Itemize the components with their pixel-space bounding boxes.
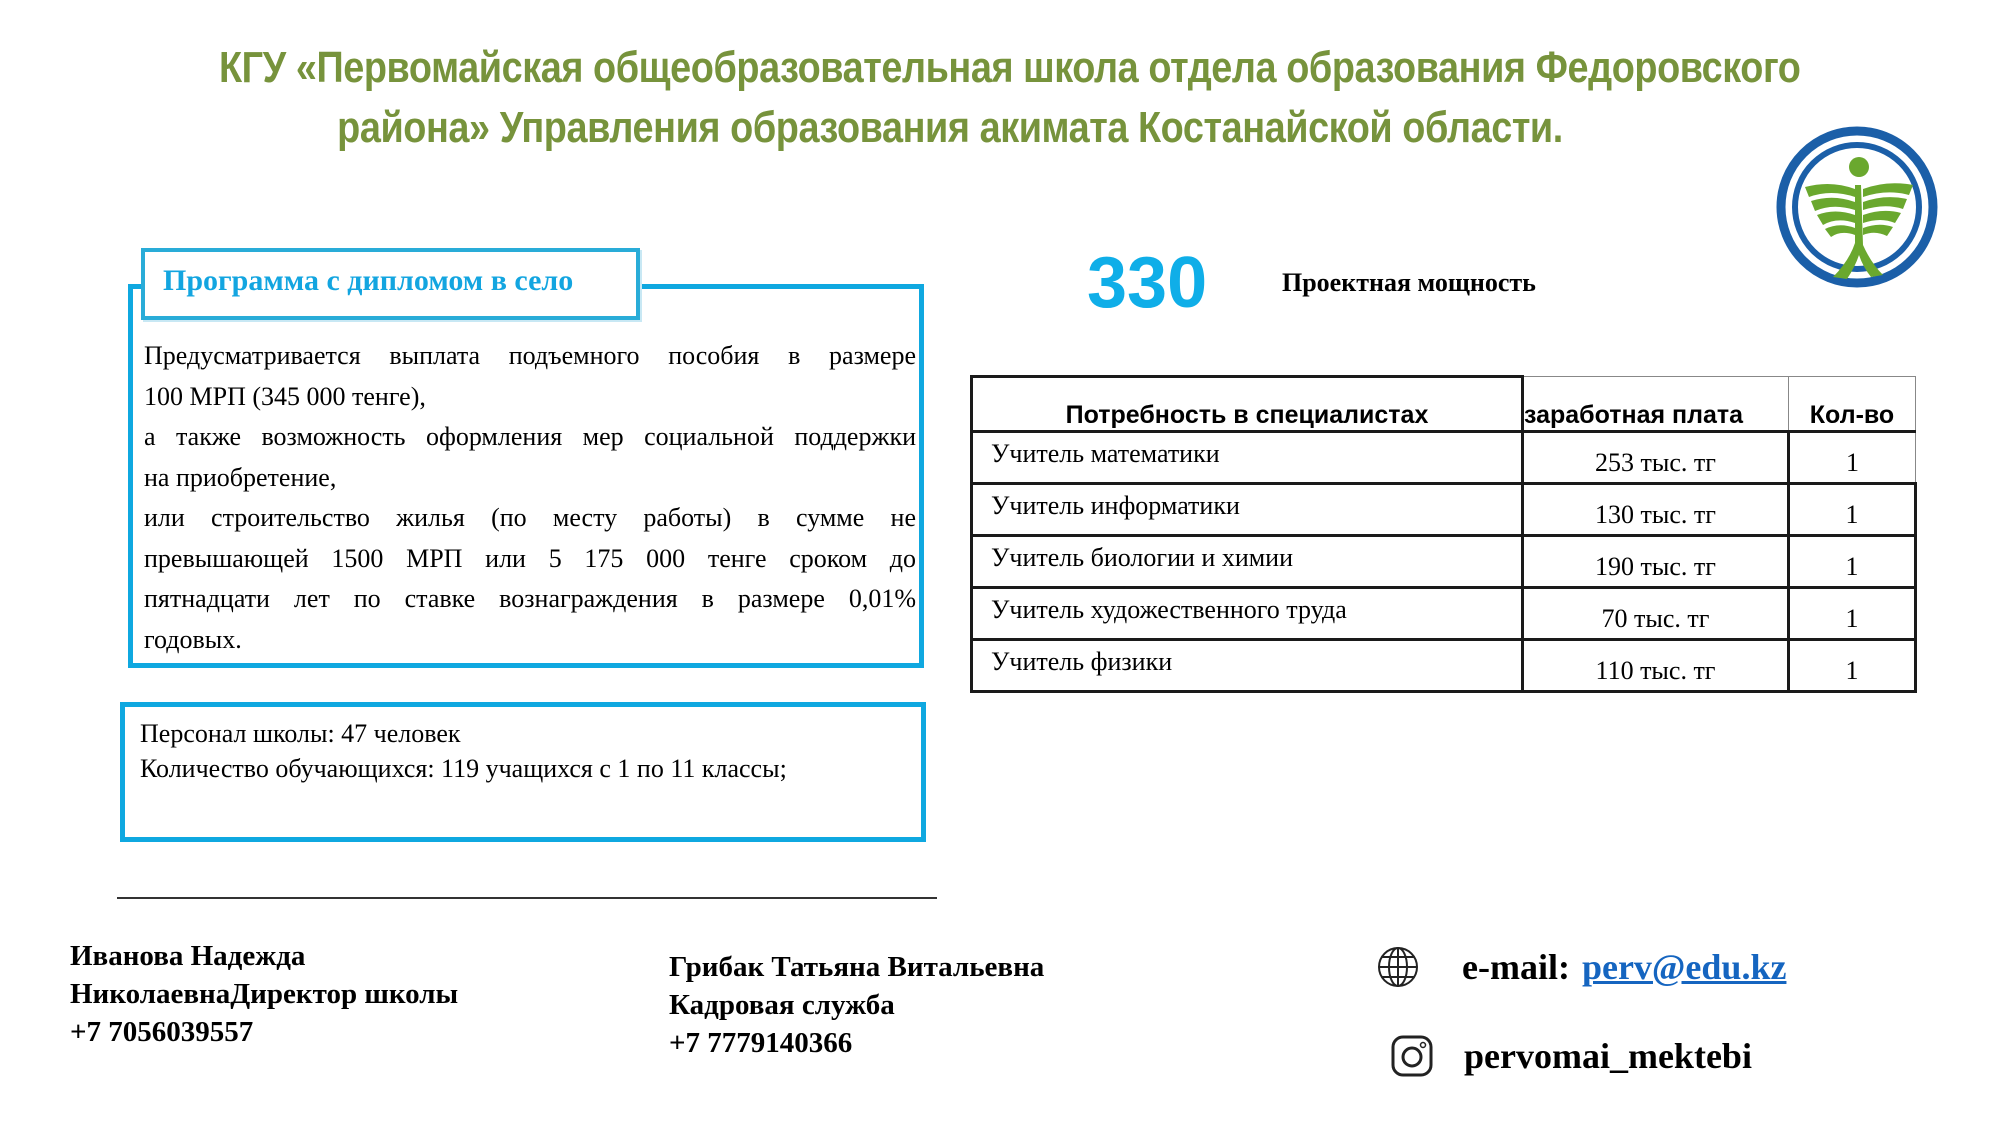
table-row — [972, 536, 1916, 588]
director-name-line2: НиколаевнаДиректор школы — [70, 978, 459, 1010]
salary-cell: 130 тыс. тг — [1523, 484, 1789, 536]
column-header-position: Потребность в специалистах — [972, 377, 1523, 432]
hr-phone[interactable]: +7 7779140366 — [669, 1027, 853, 1059]
table-header-row — [972, 377, 1916, 432]
instagram-contact — [1376, 1034, 1752, 1078]
program-line: Предусматривается выплата подъемного пособия в размере — [144, 341, 916, 370]
program-heading: Программа с дипломом в село — [163, 264, 574, 297]
table-row — [972, 588, 1916, 640]
specialists-needs-table — [970, 375, 1917, 693]
instagram-icon — [1390, 1034, 1434, 1078]
title-line-2: района» Управления образования акимата Костанайской области. — [337, 103, 1563, 152]
program-line: 100 МРП (345 000 тенге), — [144, 381, 426, 411]
school-stats — [140, 716, 787, 786]
hr-role: Кадровая служба — [669, 989, 895, 1021]
salary-cell: 253 тыс. тг — [1523, 432, 1789, 484]
salary-cell: 70 тыс. тг — [1523, 588, 1789, 640]
hr-name: Грибак Татьяна Витальевна — [669, 951, 1045, 983]
program-line: или строительство жилья (по месту работы) в сумме не — [144, 503, 916, 532]
email-link[interactable]: perv@edu.kz — [1581, 947, 1787, 987]
position-cell: Учитель информатики — [972, 484, 1523, 536]
divider — [117, 897, 937, 899]
column-header-qty: Кол-во — [1789, 377, 1916, 432]
director-name-line1: Иванова Надежда — [70, 940, 306, 972]
globe-icon — [1376, 945, 1420, 989]
hr-contact — [669, 948, 1044, 1062]
program-description — [144, 336, 916, 660]
position-cell: Учитель биологии и химии — [972, 536, 1523, 588]
director-phone[interactable]: +7 7056039557 — [70, 1016, 254, 1048]
table-row — [972, 640, 1916, 692]
program-line: а также возможность оформления мер социальной поддержки — [144, 422, 916, 451]
position-cell: Учитель художественного труда — [972, 588, 1523, 640]
column-header-salary: заработная плата — [1523, 377, 1789, 432]
position-cell: Учитель физики — [972, 640, 1523, 692]
title-line-1: КГУ «Первомайская общеобразовательная школа отдела образования Федоровского — [219, 43, 1801, 92]
email-label: e-mail: — [1462, 947, 1570, 987]
emblem-logo-icon — [1775, 125, 1940, 290]
qty-cell: 1 — [1789, 432, 1916, 484]
salary-cell: 110 тыс. тг — [1523, 640, 1789, 692]
qty-cell: 1 — [1789, 536, 1916, 588]
table-row — [972, 484, 1916, 536]
capacity-value: 330 — [1087, 243, 1208, 323]
program-line: превышающей 1500 МРП или 5 175 000 тенге сроком до — [144, 543, 916, 573]
program-line: на приобретение, — [144, 462, 337, 492]
program-heading-box — [141, 248, 640, 320]
page-title — [219, 38, 1801, 158]
instagram-handle[interactable]: pervomai_mektebi — [1464, 1036, 1752, 1076]
table-row — [972, 432, 1916, 484]
email-contact — [1376, 945, 1786, 989]
program-line: годовых. — [144, 624, 242, 654]
student-count: Количество обучающихся: 119 учащихся с 1 по 11 классы; — [140, 754, 787, 783]
capacity-label: Проектная мощность — [1282, 268, 1536, 297]
position-cell: Учитель математики — [972, 432, 1523, 484]
salary-cell: 190 тыс. тг — [1523, 536, 1789, 588]
staff-count: Персонал школы: 47 человек — [140, 719, 461, 748]
qty-cell: 1 — [1789, 484, 1916, 536]
qty-cell: 1 — [1789, 640, 1916, 692]
director-contact — [70, 937, 458, 1051]
program-line: пятнадцати лет по ставке вознаграждения в размере 0,01% — [144, 584, 916, 613]
qty-cell: 1 — [1789, 588, 1916, 640]
